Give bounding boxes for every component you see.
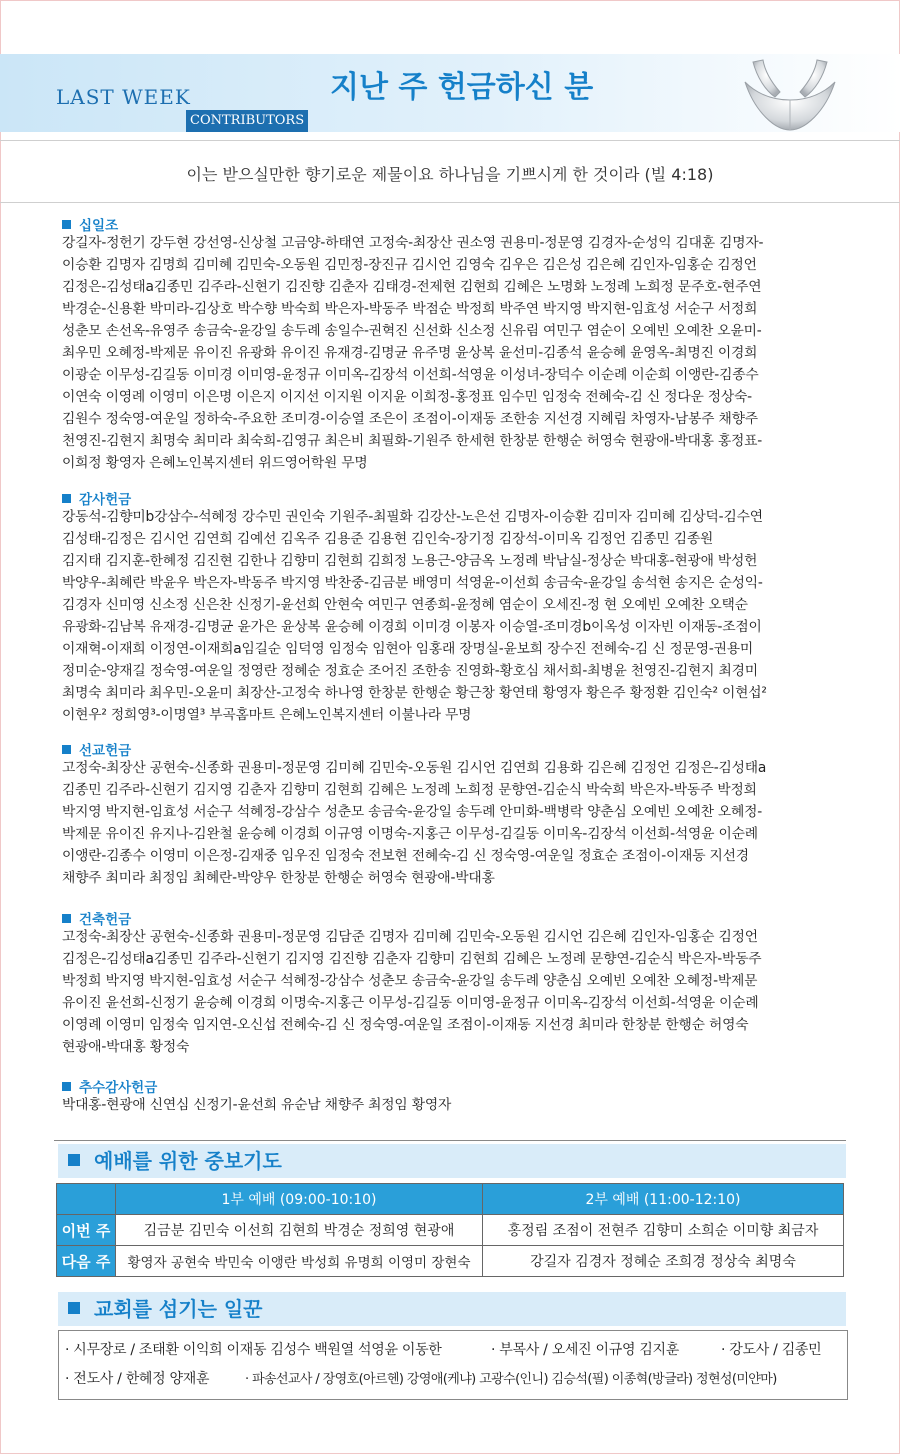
section-marker-icon: [62, 745, 71, 754]
section-marker-icon: [62, 220, 71, 229]
servants-elders: · 시무장로 / 조태환 이익희 이재동 김성수 백원열 석영윤 이동한: [65, 1342, 442, 1358]
prayer-section-title: [58, 1144, 846, 1178]
servants-evangelists: · 전도사 / 한혜정 양재훈: [65, 1371, 210, 1387]
prayer-title-text: 예배를 위한 중보기도: [94, 1149, 282, 1173]
section-title-building: [62, 908, 131, 928]
section-names-tithe: 강길자-정헌기 강두현 강선영-신상철 고금양-하태연 고정숙-최장산 권소영 권용미-정문영 김경자-순성익 김대훈 김명자- 이승환 김명자 김명희 김미혜 김민숙-오동원 김민정-장진규 김시언 김영숙 김우은 김은성 김은혜 김인자-임홍순 김정언 김정은-김성태a김종민 김주라-신현기 김진향 김춘자 김태경-전제현 김현희 김혜은 노명화 노정례 노희정 문주호-현주연 박경순-신용환 박미라-김상호 박수향 박숙희 박은자-박동주 박점순 박정희 박주연 박지영 박지현-임효성 서순구 서정희 성춘모 손선옥-유영주 송금숙-윤강일 송두례 송일수-권혁진 신선화 신소정 신유림 여민구 염순이 오예빈 오예찬 오윤미- 최우민 오혜정-박제문 유이진 유광화 유이진 유재경-김명균 유주명 윤상복 윤선미-김종석 윤승혜 윤영옥-최명진 이경희 이광순 이무성-김길동 이미경 이미영-윤정규 이미옥-김장석 이선희-석영윤 이성녀-장덕수 이순례 이순희 이앵란-김종수 이연숙 이영례 이영미 이은명 이은지 이지선 이지원 이지윤 이희정-홍정표 임수민 임정숙 전혜숙-김 신 정다운 정상숙- 김원수 정숙영-여운일 정하숙-주요한 조미경-이승열 조은이 조점이-이재동 조한송 지선경 지혜림 차영자-남봉주 채향주 천영진-김현지 최명숙 최미라 최숙희-김영규 최은비 최필화-기원주 한세현 한창분 한행순 허영숙 현광애-박대홍 홍정표- 이희정 황영자 은혜노인복지센터 위드영어학원 무명: [62, 235, 764, 471]
section-names-harvest: 박대홍-현광애 신연심 신정기-윤선희 유순남 채향주 최정임 황영자: [62, 1097, 452, 1113]
this-week-service2: 홍정림 조점이 전현주 김향미 소희순 이미향 최금자: [483, 1215, 844, 1246]
table-corner-cell: [57, 1184, 116, 1215]
table-row: [57, 1215, 844, 1246]
section-names-building: 고정숙-최장산 공현숙-신종화 권용미-정문영 김담준 김명자 김미혜 김민숙-오동원 김시언 김은혜 김인자-임홍순 김정언 김정은-김성태a김종민 김주라-신현기 김지영 김진향 김춘자 김향미 김현희 김혜은 노정례 문향연-김순식 박은자-박동주 박정희 박지영 박지현-임효성 서순구 석혜정-강삼수 성춘모 송금숙-윤강일 송두례 양춘심 오예빈 오예찬 오혜정-박제문 유이진 윤선희-신정기 윤승혜 이경희 이명숙-지홍근 이무성-김길동 이미영-윤정규 이미옥-김장석 이선희-석영윤 이순례 이영례 이영미 임정숙 임지연-오신섭 전혜숙-김 신 정숙영-여운일 조점이-이재동 지선경 최미라 한창분 한행순 허영숙 현광애-박대홍 황정숙: [62, 929, 762, 1055]
table-row: [57, 1184, 844, 1215]
servants-section-title: [58, 1292, 846, 1326]
header-divider: [0, 140, 900, 141]
verse-divider: [0, 202, 900, 203]
scripture-verse: 이는 받으실만한 향기로운 제물이요 하나님을 기쁘시게 한 것이라 (빌 4:18): [186, 165, 714, 184]
section-title-tithe: [62, 214, 118, 234]
servants-box: [58, 1330, 848, 1400]
offering-hands-icon: [735, 42, 845, 137]
section-marker-icon: [62, 1082, 71, 1091]
next-week-label: 다음 주: [57, 1246, 116, 1277]
section-title-text: 선교헌금: [79, 743, 132, 759]
section-title-text: 추수감사헌금: [79, 1080, 158, 1096]
service1-header: 1부 예배 (09:00-10:10): [116, 1184, 483, 1215]
prayer-schedule-table: [56, 1183, 844, 1277]
section-marker-icon: [68, 1302, 80, 1314]
english-title: [56, 85, 191, 109]
section-title-text: 감사헌금: [79, 492, 132, 508]
section-names-mission: 고정숙-최장산 공현숙-신종화 권용미-정문영 김미혜 김민숙-오동원 김시언 김연희 김용화 김은혜 김정언 김정은-김성태a 김종민 김주라-신현기 김지영 김춘자 김향미 김현희 김혜은 노정례 노희정 문향연-김순식 박숙희 박은자-박동주 박정희 박지영 박지현-임효성 서순구 석혜정-강삼수 성춘모 송금숙-윤강일 송두례 안미화-백병락 양춘심 오예빈 오예찬 오혜정- 박제문 유이진 유지나-김완철 윤승혜 이경희 이규영 이명숙-지홍근 이무성-김길동 이미옥-김장석 이선희-석영윤 이순례 이앵란-김종수 이영미 이은정-김재중 임우진 임정숙 전보현 전혜숙-김 신 정숙영-여운일 정효순 조점이-이재동 지선경 채향주 최미라 최정임 최혜란-박양우 한창분 한행순 허영숙 현광애-박대홍: [62, 760, 767, 886]
page-title: 지난 주 헌금하신 분: [330, 70, 594, 105]
section-title-mission: [62, 739, 131, 759]
section-title-harvest: [62, 1076, 157, 1096]
section-names-thanks: 강동석-김향미b강삼수-석혜정 강수민 권인숙 기원주-최필화 김강산-노은선 김명자-이승환 김미자 김미혜 김상덕-김수연 김성태-김정은 김시언 김연희 김예선 김옥주 김용준 김용현 김인숙-장기정 김장석-이미옥 김정언 김종민 김종원 김지태 김지훈-한혜정 김진현 김한나 김향미 김현희 김희정 노용근-양금옥 노정례 박남실-정상순 박대홍-현광애 박성헌 박양우-최혜란 박윤우 박은자-박동주 박지영 박찬중-김금분 배영미 석영윤-이선희 송금숙-윤강일 송석현 송지은 순성익- 김경자 신미영 신소정 신은찬 신정기-윤선희 안현숙 여민구 연종희-윤정혜 염순이 오세진-정 현 오예빈 오예찬 오택순 유광화-김남복 유재경-김명균 윤가은 윤상복 윤승혜 이경희 이미경 이봉자 이승열-조미경b이옥성 이자빈 이재동-조점이 이재혁-이재희 이정연-이재희a임길순 임덕영 임정숙 임현아 임홍래 장명실-윤보희 장수진 전혜숙-김 신 정문영-권용미 정미순-양재길 정숙영-여운일 정영란 정혜순 정효순 조어진 조한송 진영화-황호심 채서희-최병윤 천영진-김현지 최경미 최명숙 최미라 최우민-오윤미 최장산-고정숙 하나영 한창분 한행순 황근창 황연태 황영자 황은주 황정환 김인숙² 이현섭² 이현우² 정희영³-이명열³ 부곡홈마트 은혜노인복지센터 이불나라 무명: [62, 509, 767, 723]
next-week-service2: 강길자 김경자 정혜순 조희경 정상숙 최명숙: [483, 1246, 844, 1277]
prayer-section-rule: [54, 1140, 846, 1141]
section-title-thanks: [62, 488, 131, 508]
english-subtitle: CONTRIBUTORS: [186, 110, 308, 132]
this-week-label: 이번 주: [57, 1215, 116, 1246]
section-marker-icon: [68, 1154, 80, 1166]
servants-missionaries: · 파송선교사 / 장영호(아르헨) 강영애(케냐) 고광수(인니) 김승석(필) 이종혁(방글라) 정현성(미얀마): [245, 1372, 777, 1387]
section-title-text: 건축헌금: [79, 912, 132, 928]
servants-title-text: 교회를 섬기는 일꾼: [94, 1297, 263, 1321]
servants-assistant-pastors: · 부목사 / 오세진 이규영 김지훈: [491, 1342, 680, 1358]
english-title-text: LAST WEEK: [56, 85, 191, 109]
table-row: [57, 1246, 844, 1277]
service2-header: 2부 예배 (11:00-12:10): [483, 1184, 844, 1215]
servants-preacher: · 강도사 / 김종민: [721, 1342, 822, 1358]
section-marker-icon: [62, 914, 71, 923]
next-week-service1: 황영자 공현숙 박민숙 이앵란 박성희 유명희 이영미 장현숙: [116, 1246, 483, 1277]
section-marker-icon: [62, 494, 71, 503]
section-title-text: 십일조: [79, 218, 119, 234]
this-week-service1: 김금분 김민숙 이선희 김현희 박경순 정희영 현광애: [116, 1215, 483, 1246]
